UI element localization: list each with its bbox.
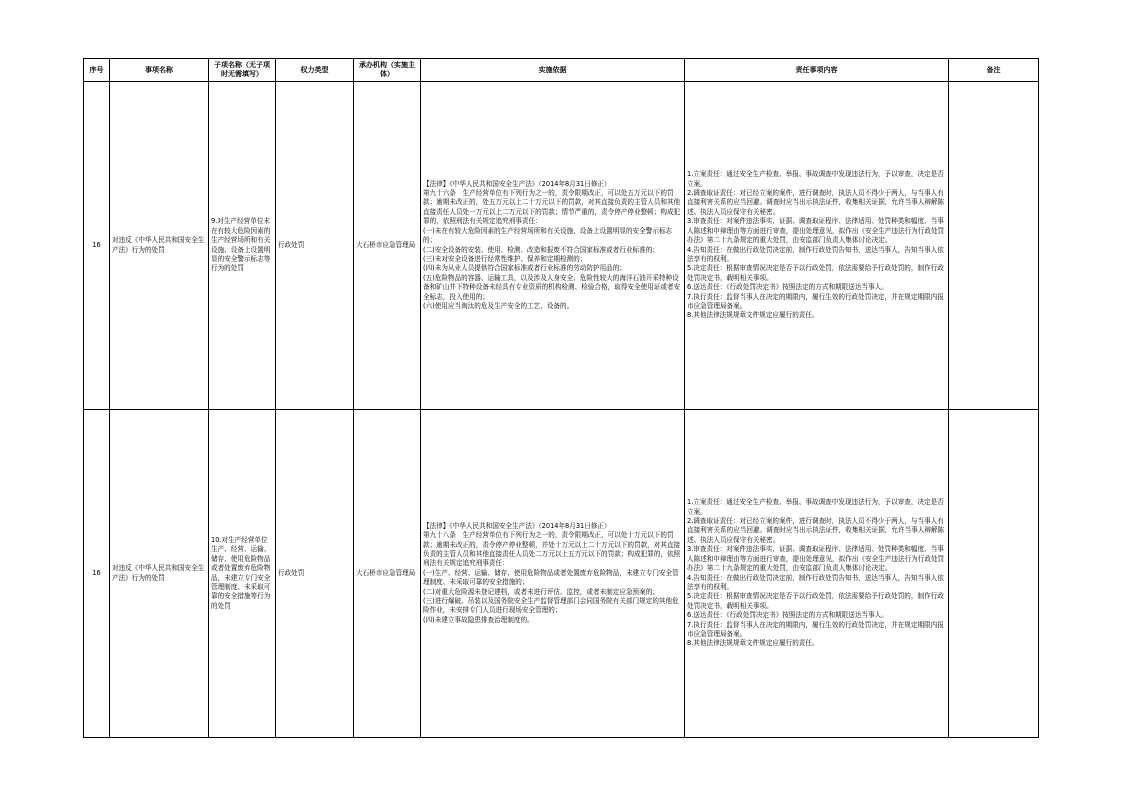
cell-name: 对违反《中华人民共和国安全生产法》行为的处罚 bbox=[110, 410, 209, 738]
table-row bbox=[84, 410, 1039, 738]
cell-type: 行政处罚 bbox=[276, 82, 354, 410]
cell-sub: 10.对生产经营单位生产、经营、运输、储存、使用危险物品或者处置废弃危险物品，未建立专门安全管理制度、未采取可靠的安全措施等行为的处罚 bbox=[209, 410, 276, 738]
header-org: 承办机构（实施主体） bbox=[354, 59, 421, 82]
cell-resp: 1.立案责任：通过安全生产检查、举报、事故调查中发现违法行为，予以审查，决定是否立案。 2.调查取证责任：对已经立案的案件，进行调查时，执法人员不得少于两人，与当事人有直接利害关系的应当回避。调查时应当出示执法证件，收集相关证据，允许当事人辩解陈述。执法人员应保守有关秘密。 3.审查责任：对案件违法事实、证据、调查取证程序、法律适用、处罚种类和幅度、当事人陈述和申辩理由等方面进行审查，提出处理意见，拟作出《安全生产违法行为行政处罚办法》第二十九条规定的重大处罚，由安监部门负责人集体讨论决定。 4.告知责任：在做出行政处罚决定前，制作行政处罚告知书，送达当事人，告知当事人依法享有的权利。 5.决定责任：根据审查情况决定是否予以行政处罚，依法需要给予行政处罚的，制作行政处罚决定书，载明相关事项。 6.送达责任：《行政处罚决定书》按照法定的方式和期限送达当事人。 7.执行责任：监督当事人在决定的期限内，履行生效的行政处罚决定，并在规定期限内报市应急管理局备案。 8.其他法律法规规章文件规定应履行的责任。 bbox=[685, 410, 949, 738]
cell-basis: 【法律】《中华人民共和国安全生产法》（2014年8月31日修正） 第九十八条 生产经营单位有下列行为之一的，责令限期改正，可以处十万元以下的罚款；逾期未改正的，责令停产停业整顿，并处十万元以上二十万元以下的罚款，对其直接负责的主管人员和其他直接责任人员处二万元以上五万元以下的罚款；构成犯罪的，依照刑法有关规定追究刑事责任： (一)生产、经营、运输、储存、使用危险物品或者处置废弃危险物品，未建立专门安全管理制度、未采取可靠的安全措施的； (二)对重大危险源未登记建档，或者未进行评估、监控，或者未制定应急预案的； (三)进行爆破、吊装以及国务院安全生产监督管理部门会同国务院有关部门规定的其他危险作业，未安排专门人员进行现场安全管理的； (四)未建立事故隐患排查治理制度的。 bbox=[421, 410, 685, 738]
cell-org: 大石桥市应急管理局 bbox=[354, 410, 421, 738]
cell-seq: 16 bbox=[84, 410, 110, 738]
cell-resp: 1.立案责任：通过安全生产检查、举报、事故调查中发现违法行为，予以审查，决定是否立案。 2.调查取证责任：对已经立案的案件，进行调查时，执法人员不得少于两人，与当事人有直接利害关系的应当回避。调查时应当出示执法证件，收集相关证据，允许当事人辩解陈述。执法人员应保守有关秘密。 3.审查责任：对案件违法事实、证据、调查取证程序、法律适用、处罚种类和幅度、当事人陈述和申辩理由等方面进行审查，提出处理意见，拟作出《安全生产违法行为行政处罚办法》第二十九条规定的重大处罚，由安监部门负责人集体讨论决定。 4.告知责任：在做出行政处罚决定前，制作行政处罚告知书，送达当事人，告知当事人依法享有的权利。 5.决定责任：根据审查情况决定是否予以行政处罚，依法需要给予行政处罚的，制作行政处罚决定书，载明相关事项。 6.送达责任：《行政处罚决定书》按照法定的方式和期限送达当事人。 7.执行责任：监督当事人在决定的期限内，履行生效的行政处罚决定，并在规定期限内报市应急管理局备案。 8.其他法律法规规章文件规定应履行的责任。 bbox=[685, 82, 949, 410]
header-type: 权力类型 bbox=[276, 59, 354, 82]
cell-basis: 【法律】《中华人民共和国安全生产法》（2014年8月31日修正） 第九十六条 生产经营单位有下列行为之一的，责令限期改正，可以处五万元以下的罚款；逾期未改正的，处五万元以上二十万元以下的罚款，对其直接负责的主管人员和其他直接责任人员处一万元以上二万元以下的罚款；情节严重的，责令停产停业整顿；构成犯罪的，依照刑法有关规定追究刑事责任： (一)未在有较大危险因素的生产经营场所和有关设施、设备上设置明显的安全警示标志的； (二)安全设备的安装、使用、检测、改造和报废不符合国家标准或者行业标准的； (三)未对安全设备进行经常性维护、保养和定期检测的； (四)未为从业人员提供符合国家标准或者行业标准的劳动防护用品的； (五)危险物品的容器、运输工具，以及涉及人身安全、危险性较大的海洋石油开采特种设备和矿山井下特种设备未经具有专业资质的机构检测、检验合格，取得安全使用证或者安全标志，投入使用的； (六)使用应当淘汰的危及生产安全的工艺、设备的。 bbox=[421, 82, 685, 410]
header-name: 事项名称 bbox=[110, 59, 209, 82]
cell-org: 大石桥市应急管理局 bbox=[354, 82, 421, 410]
cell-name: 对违反《中华人民共和国安全生产法》行为的处罚 bbox=[110, 82, 209, 410]
cell-seq: 16 bbox=[84, 82, 110, 410]
header-basis: 实施依据 bbox=[421, 59, 685, 82]
cell-type: 行政处罚 bbox=[276, 410, 354, 738]
header-resp: 责任事项内容 bbox=[685, 59, 949, 82]
header-row bbox=[84, 59, 1039, 82]
header-seq: 序号 bbox=[84, 59, 110, 82]
cell-note bbox=[949, 410, 1039, 738]
cell-sub: 9.对生产经营单位未在有较大危险因素的生产经营场所和有关设施、设备上设置明显的安全警示标志等行为的处罚 bbox=[209, 82, 276, 410]
cell-note bbox=[949, 82, 1039, 410]
authority-table bbox=[83, 58, 1039, 738]
table-row bbox=[84, 82, 1039, 410]
header-note: 备注 bbox=[949, 59, 1039, 82]
header-sub: 子项名称（无子项时无需填写） bbox=[209, 59, 276, 82]
